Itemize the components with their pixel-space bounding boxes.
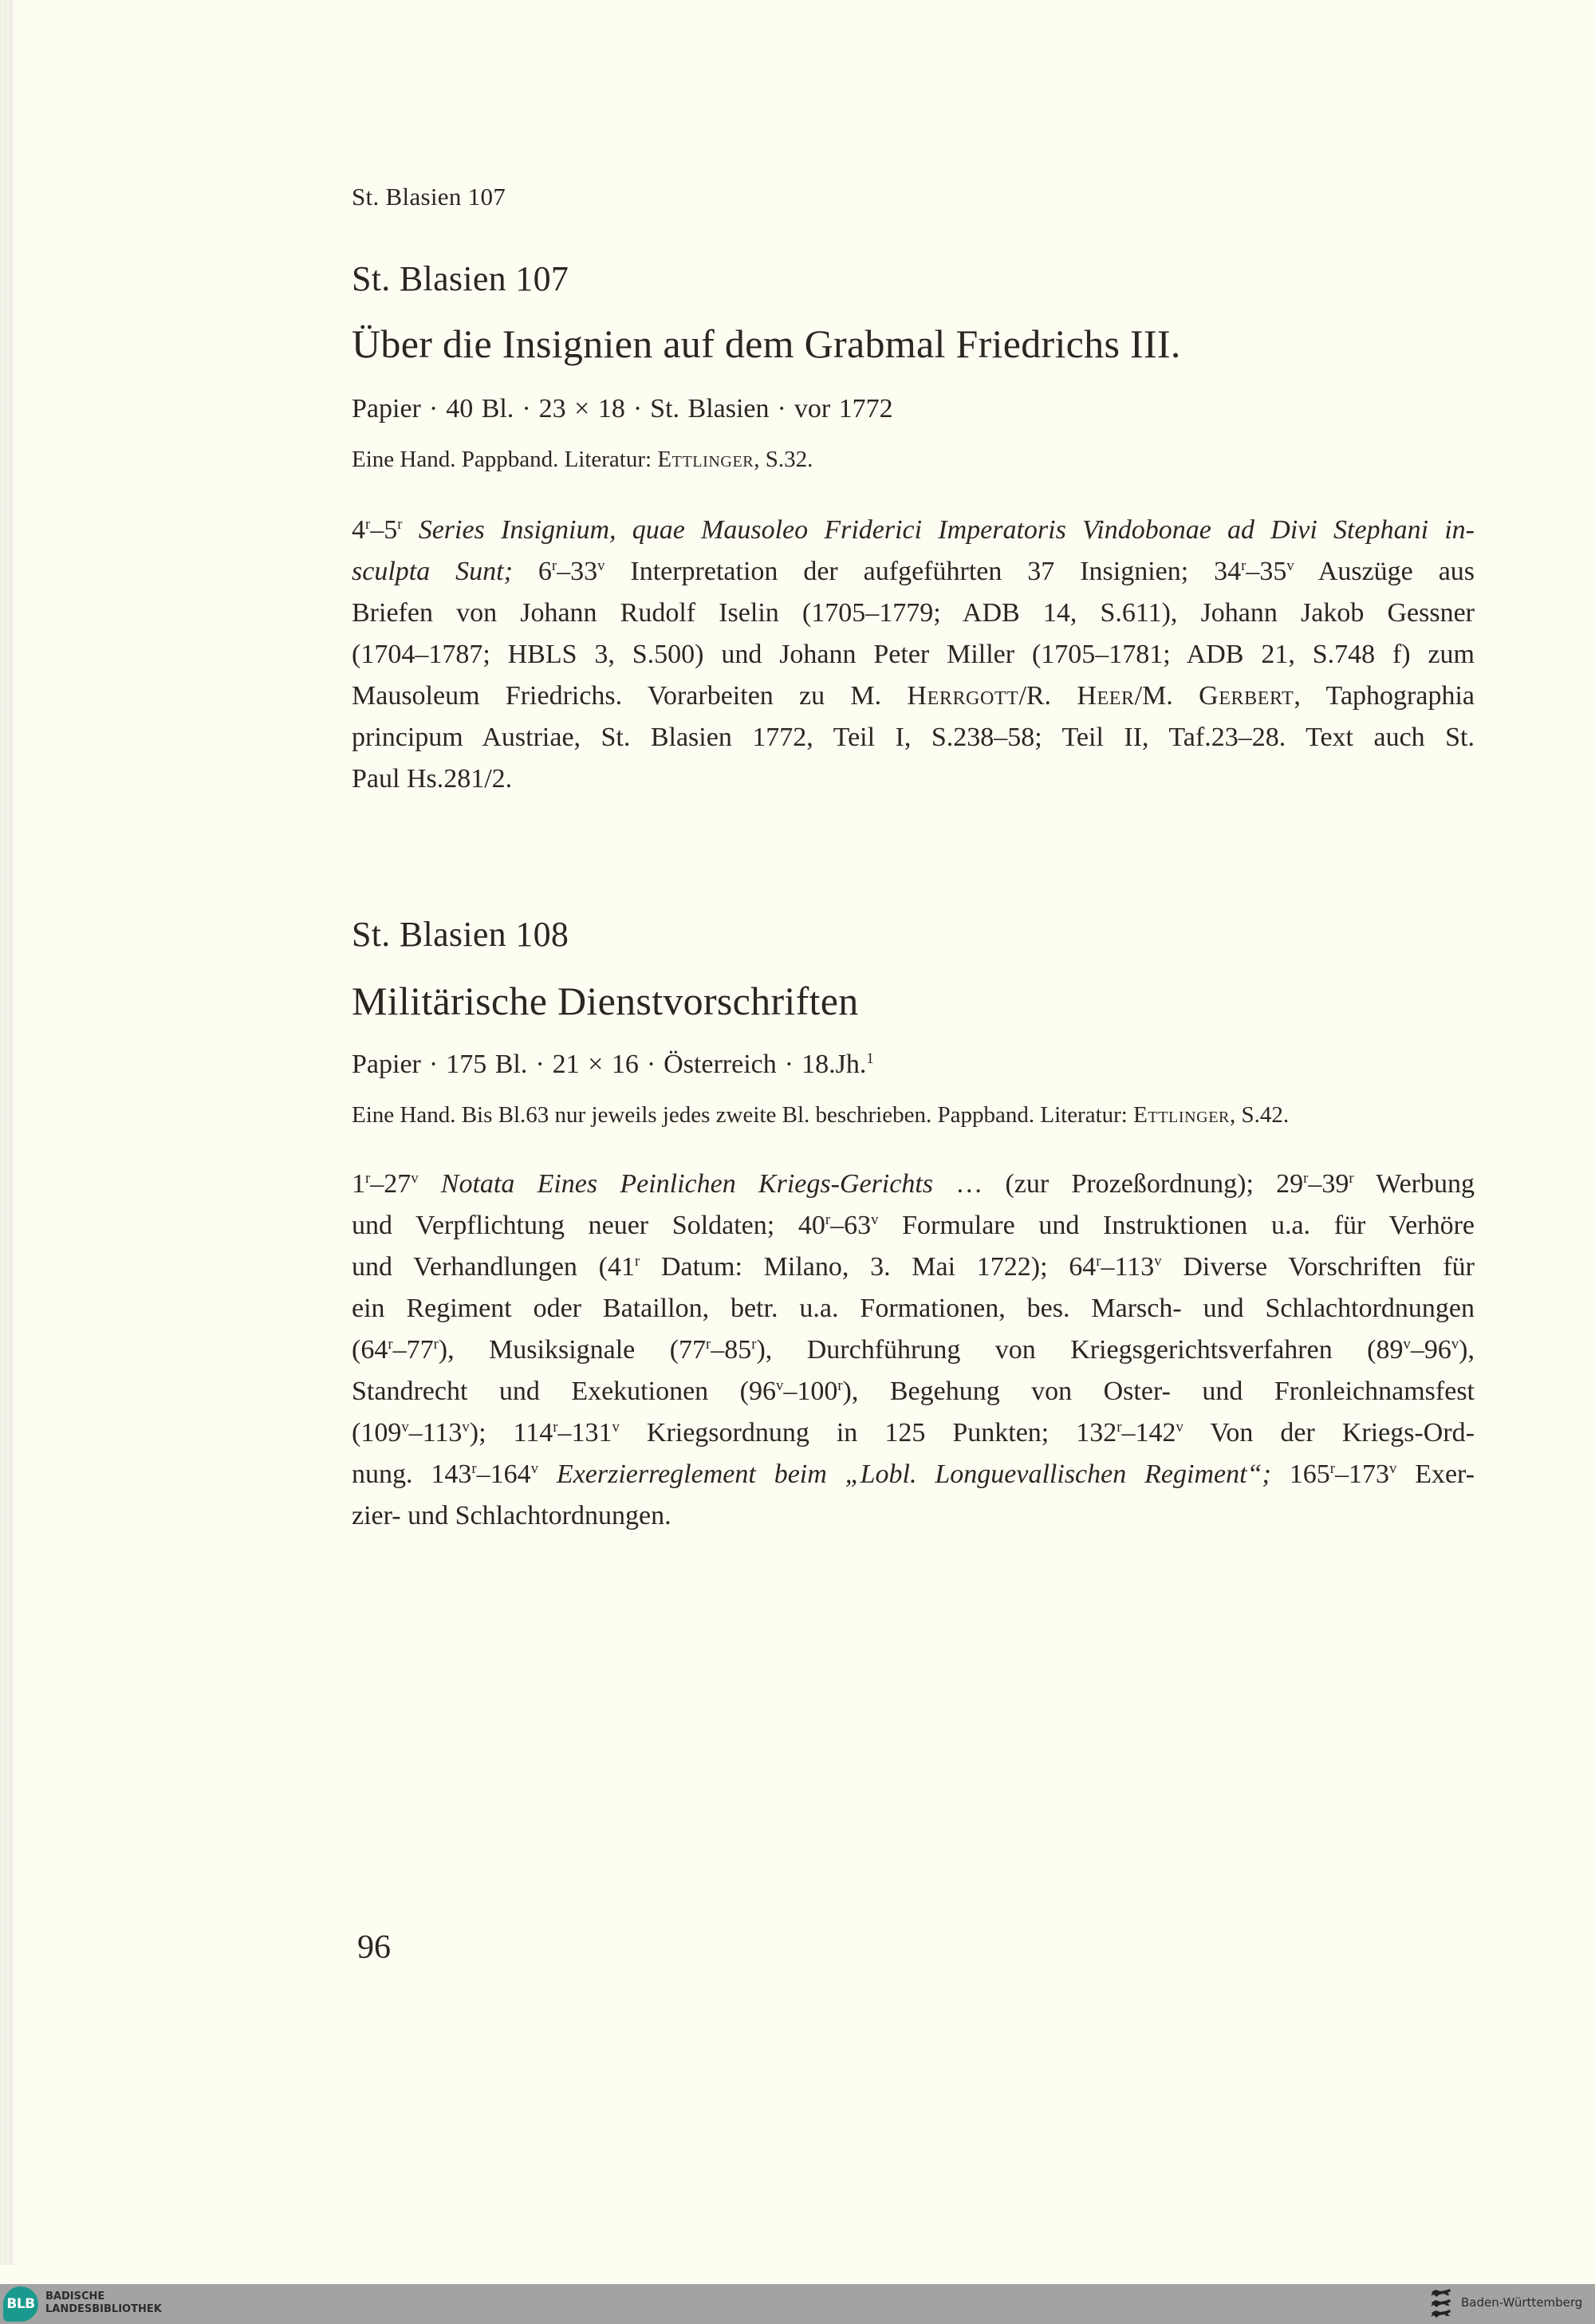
body-text-run: ein Regiment oder Bataillon, betr. u.a. Formationen, bes. Marsch- und Schlachtordnungen [352, 1294, 1475, 1323]
body-line [352, 758, 1475, 800]
blb-logo-icon[interactable] [3, 2287, 38, 2322]
body-text-run: , Taphographia [1294, 681, 1475, 711]
body-line [352, 1371, 1475, 1412]
page-number: 96 [357, 1929, 391, 1966]
body-text-run: –113 [1101, 1252, 1155, 1282]
folio-side-marker: r [365, 1169, 371, 1187]
quoted-title: Exerzierreglement beim „Lobl. Longuevallischen Regiment“; [556, 1459, 1271, 1489]
body-line [352, 1288, 1475, 1329]
body-line [352, 676, 1475, 717]
entry-description [352, 448, 1475, 471]
entry-body [352, 510, 1475, 800]
body-line [352, 634, 1475, 676]
body-line [352, 717, 1475, 758]
folio-side-marker: v [775, 1377, 784, 1394]
folio-side-marker: r [706, 1335, 711, 1353]
body-text-run: ), [1459, 1335, 1475, 1365]
body-text-run: Kriegsordnung in 125 Punkten; 132 [619, 1418, 1117, 1448]
body-text-run: 1 [352, 1169, 365, 1199]
folio-side-marker: v [411, 1169, 419, 1187]
body-text-run: zier- und Schlachtordnungen. [352, 1501, 671, 1530]
body-text-run: /R. [1018, 681, 1077, 711]
entry-title: Über die Insignien auf dem Grabmal Friedrichs III. [352, 321, 1181, 366]
meta-separator: · [632, 394, 643, 423]
meta-leaves: 40 Bl. [446, 394, 514, 423]
folio-side-marker: r [365, 515, 371, 533]
folio-side-marker: r [433, 1335, 439, 1353]
meta-separator: · [535, 1050, 545, 1079]
body-text-run: 165 [1270, 1459, 1330, 1489]
folio-side-marker: v [871, 1211, 879, 1228]
body-text-run: ); 114 [469, 1418, 553, 1448]
body-line [352, 1164, 1475, 1205]
folio-side-marker: r [825, 1211, 831, 1228]
literature-author: Ettlinger [657, 447, 754, 472]
meta-separator: · [646, 1050, 656, 1079]
folio-side-marker: r [471, 1459, 477, 1477]
body-text-run: –96 [1410, 1335, 1451, 1365]
folio-side-marker: v [462, 1418, 470, 1436]
footnote-marker[interactable]: 1 [866, 1050, 874, 1067]
body-text-run: –100 [783, 1377, 838, 1406]
blb-line-1: BADISCHE [45, 2291, 105, 2302]
body-text-run: 6 [512, 557, 552, 586]
body-text-run: principum Austriae, St. Blasien 1772, Teil I, S.238–58; Teil II, Taf.23–28. Text auch St. [352, 723, 1475, 752]
body-text-run: Datum: Milano, 3. Mai 1722); 64 [640, 1252, 1097, 1282]
folio-side-marker: v [1154, 1252, 1162, 1270]
folio-side-marker: r [1303, 1169, 1309, 1187]
body-text-run: ), Begehung von Oster- und Fronleichnamsfest [842, 1377, 1475, 1406]
body-text-run: (1704–1787; HBLS 3, S.500) und Johann Peter Miller (1705–1781; ADB 21, S.748 f) zum [352, 640, 1475, 669]
folio-side-marker: r [551, 557, 557, 574]
literature-ref: , S.42. [1229, 1102, 1290, 1128]
folio-side-marker: r [1096, 1252, 1101, 1270]
meta-format: 21 × 16 [552, 1050, 639, 1079]
meta-separator: · [522, 394, 531, 423]
meta-separator: · [784, 1050, 794, 1079]
three-lions-coat-of-arms-icon[interactable] [1429, 2287, 1453, 2321]
entry-description [352, 1104, 1475, 1127]
body-text-run: /M. [1134, 681, 1199, 711]
body-line [352, 510, 1475, 551]
folio-side-marker: r [1241, 557, 1246, 574]
folio-side-marker: v [1388, 1459, 1397, 1477]
meta-material: Papier [352, 394, 421, 423]
blb-logo-text[interactable] [45, 2291, 162, 2316]
body-text-run: (109 [352, 1418, 402, 1448]
body-text-run: Exer- [1396, 1459, 1475, 1489]
meta-date: vor 1772 [794, 394, 893, 423]
body-text-run: … (zur Prozeßordnung); 29 [933, 1169, 1304, 1199]
body-line [352, 1247, 1475, 1288]
body-text-run: –77 [392, 1335, 434, 1365]
body-text-run: –39 [1308, 1169, 1349, 1199]
running-head: St. Blasien 107 [352, 183, 506, 211]
body-text-run: Formulare und Instruktionen u.a. für Verhöre [878, 1211, 1475, 1240]
body-text-run: Standrecht und Exekutionen (96 [352, 1377, 776, 1406]
folio-side-marker: v [1286, 557, 1294, 574]
entry-shelfmark: St. Blasien 107 [352, 259, 569, 298]
page-edge [0, 0, 16, 2265]
description-text: Eine Hand. Bis Bl.63 nur jeweils jedes zweite Bl. beschrieben. Pappband. Literatur: [352, 1102, 1134, 1128]
body-text-run: –85 [711, 1335, 752, 1365]
folio-side-marker: v [612, 1418, 620, 1436]
baden-wuerttemberg-label[interactable]: Baden-Württemberg [1461, 2295, 1583, 2310]
folio-side-marker: r [1116, 1418, 1122, 1436]
folio-side-marker: v [530, 1459, 538, 1477]
body-text-run: Paul Hs.281/2. [352, 764, 513, 794]
folio-side-marker: r [837, 1377, 843, 1394]
meta-leaves: 175 Bl. [446, 1050, 528, 1079]
body-text-run: Werbung [1353, 1169, 1475, 1199]
body-text-run: Auszüge aus [1294, 557, 1475, 586]
body-text-run: (64 [352, 1335, 388, 1365]
literature-ref: , S.32. [754, 447, 813, 472]
body-text-run: –173 [1334, 1459, 1389, 1489]
author-name: Herrgott [907, 681, 1019, 711]
entry-meta [352, 1051, 1475, 1078]
body-text-run: –5 [370, 515, 398, 545]
body-text-run [538, 1459, 557, 1489]
entry-title: Militärische Dienstvorschriften [352, 979, 859, 1023]
blb-line-2: LANDESBIBLIOTHEK [45, 2303, 162, 2315]
meta-origin: Österreich [664, 1050, 777, 1079]
folio-side-marker: v [401, 1418, 409, 1436]
body-text-run: –27 [370, 1169, 412, 1199]
meta-separator: · [777, 394, 786, 423]
body-text-run: –142 [1121, 1418, 1176, 1448]
body-text-run: 4 [352, 515, 365, 545]
body-text-run: und Verpflichtung neuer Soldaten; 40 [352, 1211, 825, 1240]
body-text-run: Mausoleum Friedrichs. Vorarbeiten zu M. [352, 681, 908, 711]
body-text-run: –63 [830, 1211, 872, 1240]
body-line [352, 551, 1475, 593]
folio-side-marker: r [634, 1252, 640, 1270]
body-line [352, 1495, 1475, 1537]
quoted-title: sculpta Sunt; [352, 557, 513, 586]
meta-format: 23 × 18 [538, 394, 625, 423]
body-text-run: –131 [557, 1418, 612, 1448]
author-name: Gerbert [1199, 681, 1294, 711]
quoted-title: Series Insignium, quae Mausoleo Friderici Imperatoris Vindobonae ad Divi Stephani in- [418, 515, 1475, 545]
quoted-title: Notata Eines Peinlichen Kriegs-Gerichts [440, 1169, 934, 1199]
footer-bar [0, 2284, 1595, 2324]
blb-logo-abbr: BLB [6, 2296, 35, 2312]
meta-separator: · [428, 394, 439, 423]
literature-author: Ettlinger [1133, 1102, 1230, 1128]
folio-side-marker: r [397, 515, 403, 533]
body-text-run: Diverse Vorschriften für [1161, 1252, 1475, 1282]
body-text-run: –164 [476, 1459, 531, 1489]
meta-material: Papier [352, 1050, 421, 1079]
folio-side-marker: v [1403, 1335, 1411, 1353]
catalog-entry-108 [352, 917, 1475, 1537]
folio-side-marker: r [751, 1335, 757, 1353]
body-text-run [419, 1169, 441, 1199]
body-text-run: Interpretation der aufgeführten 37 Insignien; 34 [605, 557, 1242, 586]
folio-side-marker: r [388, 1335, 393, 1353]
entry-meta [352, 396, 1475, 423]
catalog-entry-107 [352, 259, 1475, 800]
meta-separator: · [428, 1050, 439, 1079]
folio-side-marker: r [553, 1418, 558, 1436]
description-text: Eine Hand. Pappband. Literatur: [352, 447, 658, 472]
body-text-run: –33 [557, 557, 598, 586]
body-text-run: nung. 143 [352, 1459, 472, 1489]
body-line [352, 1454, 1475, 1495]
folio-side-marker: r [1349, 1169, 1354, 1187]
body-line [352, 593, 1475, 634]
body-line [352, 1412, 1475, 1454]
folio-side-marker: r [1329, 1459, 1335, 1477]
folio-side-marker: v [1176, 1418, 1183, 1436]
body-text-run: ), Durchführung von Kriegsgerichtsverfahren (89 [756, 1335, 1404, 1365]
body-text-run: und Verhandlungen (41 [352, 1252, 635, 1282]
folio-side-marker: v [1451, 1335, 1459, 1353]
meta-date: 18.Jh. [801, 1050, 867, 1079]
body-text-run: ), Musiksignale (77 [438, 1335, 707, 1365]
entry-shelfmark: St. Blasien 108 [352, 915, 569, 954]
entry-body [352, 1164, 1475, 1537]
body-text-run: Briefen von Johann Rudolf Iselin (1705–1779; ADB 14, S.611), Johann Jakob Gessner [352, 598, 1475, 628]
body-text-run: Von der Kriegs-Ord- [1183, 1418, 1475, 1448]
author-name: Heer [1077, 681, 1135, 711]
body-text-run [402, 515, 418, 545]
body-line [352, 1329, 1475, 1371]
body-text-run: –35 [1246, 557, 1287, 586]
body-text-run: –113 [408, 1418, 463, 1448]
meta-origin: St. Blasien [650, 394, 770, 423]
body-line [352, 1205, 1475, 1247]
folio-side-marker: v [597, 557, 605, 574]
